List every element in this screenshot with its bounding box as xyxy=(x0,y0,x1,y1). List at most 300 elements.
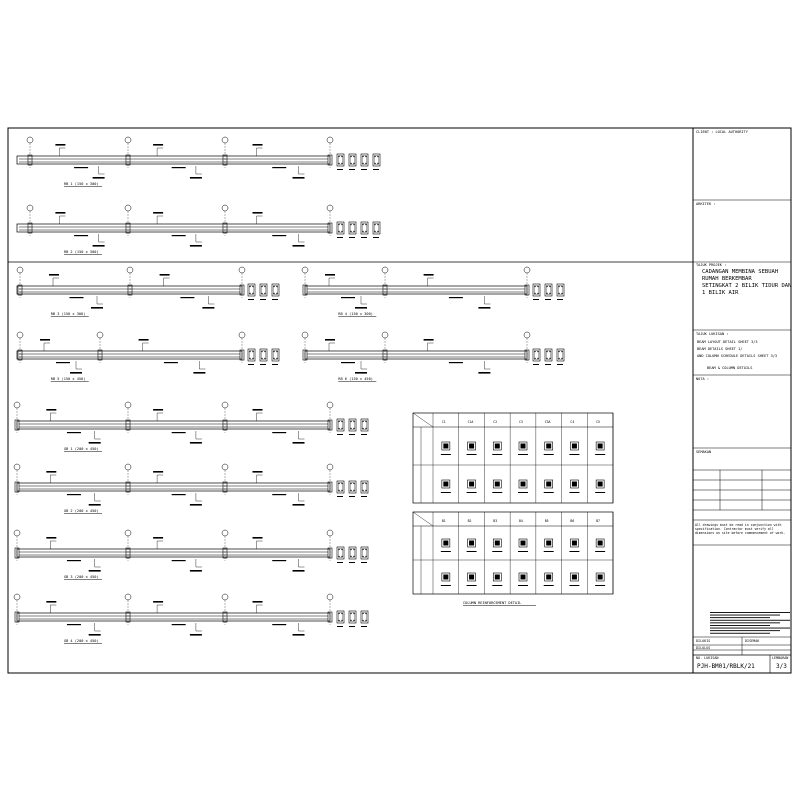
rebar-note xyxy=(190,634,202,636)
rebar-dot xyxy=(377,163,378,164)
rebar-dot xyxy=(537,358,538,359)
rebar-dot xyxy=(341,556,342,557)
drawing-no-label: NO. LUKISAN xyxy=(696,656,719,660)
grid-bubble xyxy=(222,530,228,536)
beam-outline xyxy=(17,613,330,621)
rebar-dot xyxy=(350,156,351,157)
grid-bubble xyxy=(27,137,33,143)
rebar-dot xyxy=(338,163,339,164)
beam-outline xyxy=(17,483,330,491)
grid-bubble xyxy=(222,402,228,408)
beam-elevation xyxy=(302,267,564,317)
column-rebar xyxy=(598,482,603,487)
rebar-note xyxy=(355,307,367,309)
rebar-dot xyxy=(353,549,354,550)
beam-section xyxy=(337,419,344,431)
beam-label: GB 2 (200 x 450) xyxy=(63,509,99,513)
column-rebar xyxy=(469,541,474,546)
approved-label: DILULUS xyxy=(696,646,711,650)
rebar-dot xyxy=(341,163,342,164)
section-label xyxy=(248,299,254,300)
section-label xyxy=(337,626,343,627)
rebar-dot xyxy=(341,620,342,621)
beam-outline xyxy=(17,549,330,557)
section-label xyxy=(349,562,355,563)
table-border xyxy=(413,512,613,594)
beam-section xyxy=(349,419,356,431)
stirrup-note xyxy=(67,560,81,561)
grid-bubble xyxy=(524,332,530,338)
section-label xyxy=(248,364,254,365)
table-border xyxy=(413,413,613,503)
rebar-note xyxy=(293,634,305,636)
section-label xyxy=(337,496,343,497)
notes-label: NOTA : xyxy=(696,377,709,381)
drawing-title-line-3: AND COLUMN SCHEDULE DETAILS SHEET 3/3 xyxy=(697,354,778,358)
cell-note xyxy=(518,454,528,455)
beam-section xyxy=(361,222,368,234)
beam-elevation xyxy=(14,402,368,452)
column-rebar xyxy=(495,575,500,580)
stirrup-note xyxy=(172,494,186,495)
drawing-title-line-2: BEAM DETAILS SHEET 1/ xyxy=(697,347,743,351)
cell-note xyxy=(569,492,579,493)
fine-print-line xyxy=(710,617,770,618)
rebar-dot xyxy=(558,358,559,359)
rebar-note xyxy=(293,245,305,247)
grid-bubble xyxy=(327,205,333,211)
section-label xyxy=(557,299,563,300)
rebar-note xyxy=(153,144,163,146)
beam-elevation xyxy=(14,530,368,580)
grid-bubble xyxy=(302,267,308,273)
rebar-dot xyxy=(338,556,339,557)
rebar-note xyxy=(89,442,101,444)
rebar-dot xyxy=(338,620,339,621)
rebar-note xyxy=(325,339,335,341)
rebar-dot xyxy=(365,556,366,557)
grid-bubble xyxy=(327,530,333,536)
rebar-dot xyxy=(546,358,547,359)
stirrup-note xyxy=(341,362,355,363)
section-label xyxy=(349,169,355,170)
rebar-note xyxy=(190,245,202,247)
rebar-dot xyxy=(276,351,277,352)
rebar-dot xyxy=(377,156,378,157)
beam-section xyxy=(337,481,344,493)
amendment-label: SEMAKAN xyxy=(696,450,712,454)
rebar-dot xyxy=(362,421,363,422)
rebar-dot xyxy=(534,293,535,294)
beam-label: GB 3 (200 x 450) xyxy=(63,575,99,579)
column-rebar xyxy=(572,482,577,487)
beam-elevation xyxy=(17,137,380,187)
grid-bubble xyxy=(222,594,228,600)
drawing-title-line-1: BEAM LAYOUT DETAIL SHEET 3/3 xyxy=(697,340,758,344)
grid-bubble xyxy=(125,464,131,470)
rebar-dot xyxy=(374,156,375,157)
rebar-note xyxy=(478,307,490,309)
beam-elevation xyxy=(17,267,279,317)
project-title-line-2: RUMAH BERKEMBAR xyxy=(702,276,752,282)
column-rebar xyxy=(443,444,448,449)
stirrup-note xyxy=(67,624,81,625)
column-rebar xyxy=(495,444,500,449)
rebar-dot xyxy=(362,231,363,232)
cell-note xyxy=(441,551,451,552)
rebar-note xyxy=(424,274,434,276)
rebar-note xyxy=(193,372,205,374)
beam-outline xyxy=(17,286,242,294)
section-label xyxy=(349,626,355,627)
rebar-dot xyxy=(365,483,366,484)
rebar-dot xyxy=(353,224,354,225)
section-label xyxy=(337,562,343,563)
rebar-dot xyxy=(537,351,538,352)
cell-note xyxy=(518,492,528,493)
rebar-dot xyxy=(362,156,363,157)
beam-label: GB 4 (200 x 450) xyxy=(63,639,99,643)
schedule-caption: COLUMN REINFORCEMENT DETAIL xyxy=(463,601,522,605)
rebar-dot xyxy=(362,224,363,225)
column-rebar xyxy=(546,575,551,580)
section-label xyxy=(349,496,355,497)
rebar-dot xyxy=(261,351,262,352)
fine-print-line xyxy=(710,630,780,631)
grid-bubble xyxy=(327,402,333,408)
beam-section xyxy=(545,349,552,361)
stirrup-note xyxy=(172,624,186,625)
column-schedule xyxy=(413,413,613,606)
beam-section xyxy=(557,284,564,296)
rebar-dot xyxy=(350,620,351,621)
rebar-dot xyxy=(558,293,559,294)
beam-elevation xyxy=(17,332,279,382)
column-rebar xyxy=(521,575,526,580)
beam-section xyxy=(349,154,356,166)
table-header: B7 xyxy=(596,519,600,523)
section-label xyxy=(260,364,266,365)
section-label xyxy=(373,169,379,170)
column-rebar xyxy=(546,541,551,546)
beam-outline xyxy=(17,224,330,232)
stirrup-note xyxy=(272,494,286,495)
beam-section xyxy=(361,419,368,431)
beam-elevation xyxy=(302,332,564,382)
fine-print-line xyxy=(710,625,770,626)
column-rebar xyxy=(572,575,577,580)
beam-label: RB 1 (150 x 300) xyxy=(63,182,99,186)
column-rebar xyxy=(521,444,526,449)
rebar-note xyxy=(70,372,82,374)
sheet-number: 3/3 xyxy=(776,663,787,670)
rebar-dot xyxy=(350,224,351,225)
stirrup-note xyxy=(56,362,70,363)
beam-outline xyxy=(17,156,330,164)
beam-elevation xyxy=(17,205,380,255)
beam-section xyxy=(248,349,255,361)
corner-diagonal xyxy=(413,512,433,526)
cell-note xyxy=(467,492,477,493)
stirrup-note xyxy=(70,297,84,298)
client-label: CLIENT : LOCAL AUTHORITY xyxy=(696,130,748,134)
beam-section xyxy=(349,547,356,559)
table-header: B4 xyxy=(519,519,523,523)
stirrup-note xyxy=(74,167,88,168)
column-rebar xyxy=(443,482,448,487)
rebar-dot xyxy=(338,549,339,550)
rebar-dot xyxy=(353,490,354,491)
rebar-dot xyxy=(264,351,265,352)
beam-section xyxy=(349,611,356,623)
rebar-dot xyxy=(377,231,378,232)
cell-note xyxy=(595,492,605,493)
rebar-note xyxy=(253,471,263,473)
stirrup-note xyxy=(272,624,286,625)
rebar-dot xyxy=(353,428,354,429)
rebar-note xyxy=(253,144,263,146)
rebar-dot xyxy=(362,483,363,484)
cell-note xyxy=(569,551,579,552)
rebar-dot xyxy=(353,620,354,621)
section-label xyxy=(361,169,367,170)
rebar-dot xyxy=(341,613,342,614)
section-label xyxy=(557,364,563,365)
drawing-number: PJH-BM01/RBLK/21 xyxy=(697,663,755,670)
rebar-dot xyxy=(353,556,354,557)
column-rebar xyxy=(495,541,500,546)
grid-bubble xyxy=(125,402,131,408)
grid-bubble xyxy=(327,594,333,600)
project-title-line-1: CADANGAN MEMBINA SEBUAH xyxy=(702,269,779,275)
beam-section xyxy=(557,349,564,361)
rebar-dot xyxy=(261,293,262,294)
rebar-dot xyxy=(350,163,351,164)
section-label xyxy=(545,364,551,365)
rebar-dot xyxy=(561,351,562,352)
grid-bubble xyxy=(125,205,131,211)
section-label xyxy=(361,626,367,627)
rebar-dot xyxy=(249,351,250,352)
fine-print-line xyxy=(710,628,790,629)
rebar-note xyxy=(55,212,65,214)
grid-bubble xyxy=(17,267,23,273)
section-label xyxy=(337,434,343,435)
rebar-note xyxy=(160,274,170,276)
rebar-note xyxy=(190,570,202,572)
cell-note xyxy=(441,454,451,455)
rebar-dot xyxy=(341,156,342,157)
rebar-note xyxy=(355,372,367,374)
rebar-dot xyxy=(365,620,366,621)
beam-label: GB 1 (200 x 450) xyxy=(63,447,99,451)
column-rebar xyxy=(598,444,603,449)
rebar-dot xyxy=(534,351,535,352)
cell-note xyxy=(492,454,502,455)
beam-section xyxy=(272,349,279,361)
rebar-note xyxy=(153,537,163,539)
rebar-note xyxy=(40,339,50,341)
section-label xyxy=(373,237,379,238)
rebar-dot xyxy=(341,224,342,225)
rebar-dot xyxy=(377,224,378,225)
rebar-note xyxy=(190,504,202,506)
corner-diagonal xyxy=(413,413,433,427)
cell-note xyxy=(492,551,502,552)
rebar-dot xyxy=(249,358,250,359)
rebar-dot xyxy=(362,549,363,550)
rebar-note xyxy=(153,601,163,603)
rebar-note xyxy=(55,144,65,146)
stirrup-note xyxy=(172,167,186,168)
rebar-note xyxy=(253,601,263,603)
rebar-note xyxy=(46,471,56,473)
beam-label: RB 4 (150 x 300) xyxy=(338,312,373,316)
rebar-dot xyxy=(365,163,366,164)
grid-bubble xyxy=(239,332,245,338)
rebar-dot xyxy=(353,163,354,164)
grid-bubble xyxy=(382,332,388,338)
rebar-dot xyxy=(350,490,351,491)
beam-schedule-table xyxy=(413,512,613,594)
beam-section xyxy=(373,222,380,234)
rebar-dot xyxy=(365,421,366,422)
rebar-dot xyxy=(252,293,253,294)
rebar-dot xyxy=(350,613,351,614)
beam-section xyxy=(337,222,344,234)
rebar-dot xyxy=(546,286,547,287)
rebar-dot xyxy=(537,286,538,287)
rebar-note xyxy=(190,177,202,179)
stirrup-note xyxy=(180,297,194,298)
beam-elevation xyxy=(14,594,368,644)
rebar-dot xyxy=(350,231,351,232)
beam-section xyxy=(272,284,279,296)
grid-bubble xyxy=(222,137,228,143)
grid-bubble xyxy=(327,137,333,143)
beam-section xyxy=(349,222,356,234)
beam-section xyxy=(337,154,344,166)
rebar-dot xyxy=(549,358,550,359)
column-rebar xyxy=(469,444,474,449)
rebar-dot xyxy=(549,351,550,352)
rebar-dot xyxy=(341,483,342,484)
fine-print-line xyxy=(710,622,780,623)
rebar-dot xyxy=(264,358,265,359)
rebar-dot xyxy=(261,286,262,287)
section-label xyxy=(361,237,367,238)
grid-bubble xyxy=(17,332,23,338)
rebar-note xyxy=(253,537,263,539)
cell-note xyxy=(441,492,451,493)
rebar-dot xyxy=(338,224,339,225)
section-label xyxy=(272,364,278,365)
fine-print-line xyxy=(710,612,790,613)
rebar-dot xyxy=(252,358,253,359)
rebar-dot xyxy=(338,483,339,484)
project-title-line-4: 1 BILIK AIR xyxy=(702,290,739,296)
rebar-dot xyxy=(561,293,562,294)
table-header: B1 xyxy=(441,519,446,523)
column-rebar xyxy=(443,575,448,580)
rebar-note xyxy=(89,634,101,636)
cell-note xyxy=(467,454,477,455)
column-rebar xyxy=(469,575,474,580)
rebar-dot xyxy=(249,293,250,294)
beam-section xyxy=(361,611,368,623)
column-rebar xyxy=(546,482,551,487)
rebar-note xyxy=(293,177,305,179)
rebar-note xyxy=(89,504,101,506)
beam-section xyxy=(533,349,540,361)
section-label xyxy=(349,237,355,238)
cell-note xyxy=(569,585,579,586)
section-label xyxy=(361,496,367,497)
column-rebar xyxy=(572,444,577,449)
rebar-dot xyxy=(338,613,339,614)
rebar-note xyxy=(153,471,163,473)
rebar-dot xyxy=(374,163,375,164)
table-header: C3A xyxy=(544,420,551,424)
rebar-note xyxy=(93,245,105,247)
stirrup-note xyxy=(67,432,81,433)
beam-section xyxy=(533,284,540,296)
grid-bubble xyxy=(222,464,228,470)
beam-outline xyxy=(17,421,330,429)
rebar-dot xyxy=(362,428,363,429)
rebar-dot xyxy=(561,286,562,287)
beam-label: RB 3 (150 x 300) xyxy=(50,312,86,316)
rebar-dot xyxy=(249,286,250,287)
rebar-dot xyxy=(558,351,559,352)
rebar-dot xyxy=(338,156,339,157)
rebar-note xyxy=(190,442,202,444)
column-rebar xyxy=(572,541,577,546)
section-label xyxy=(272,299,278,300)
cell-note xyxy=(544,551,554,552)
beam-drawings xyxy=(14,137,564,644)
rebar-dot xyxy=(365,224,366,225)
project-title-line-3: SETINGKAT 2 BILIK TIDUR DAN xyxy=(702,283,792,289)
beam-section xyxy=(248,284,255,296)
rebar-dot xyxy=(264,286,265,287)
stirrup-note xyxy=(67,494,81,495)
drawing-title-label: TAJUK LUKISAN : xyxy=(696,332,729,336)
beam-section xyxy=(373,154,380,166)
drawing-subtitle: BEAM & COLUMN DETAILS xyxy=(707,366,753,370)
beam-elevation xyxy=(14,464,368,514)
rebar-dot xyxy=(252,351,253,352)
rebar-dot xyxy=(341,549,342,550)
rebar-dot xyxy=(558,286,559,287)
beam-section xyxy=(361,547,368,559)
cell-note xyxy=(467,551,477,552)
table-header: C2 xyxy=(493,420,498,424)
section-label xyxy=(533,364,539,365)
column-rebar xyxy=(598,541,603,546)
rebar-note xyxy=(46,537,56,539)
rebar-dot xyxy=(338,490,339,491)
cell-note xyxy=(595,551,605,552)
grid-bubble xyxy=(382,267,388,273)
fine-print-line xyxy=(710,615,780,616)
cell-note xyxy=(467,585,477,586)
rebar-dot xyxy=(273,286,274,287)
grid-bubble xyxy=(27,205,33,211)
rebar-dot xyxy=(341,231,342,232)
section-label xyxy=(533,299,539,300)
rebar-dot xyxy=(362,613,363,614)
